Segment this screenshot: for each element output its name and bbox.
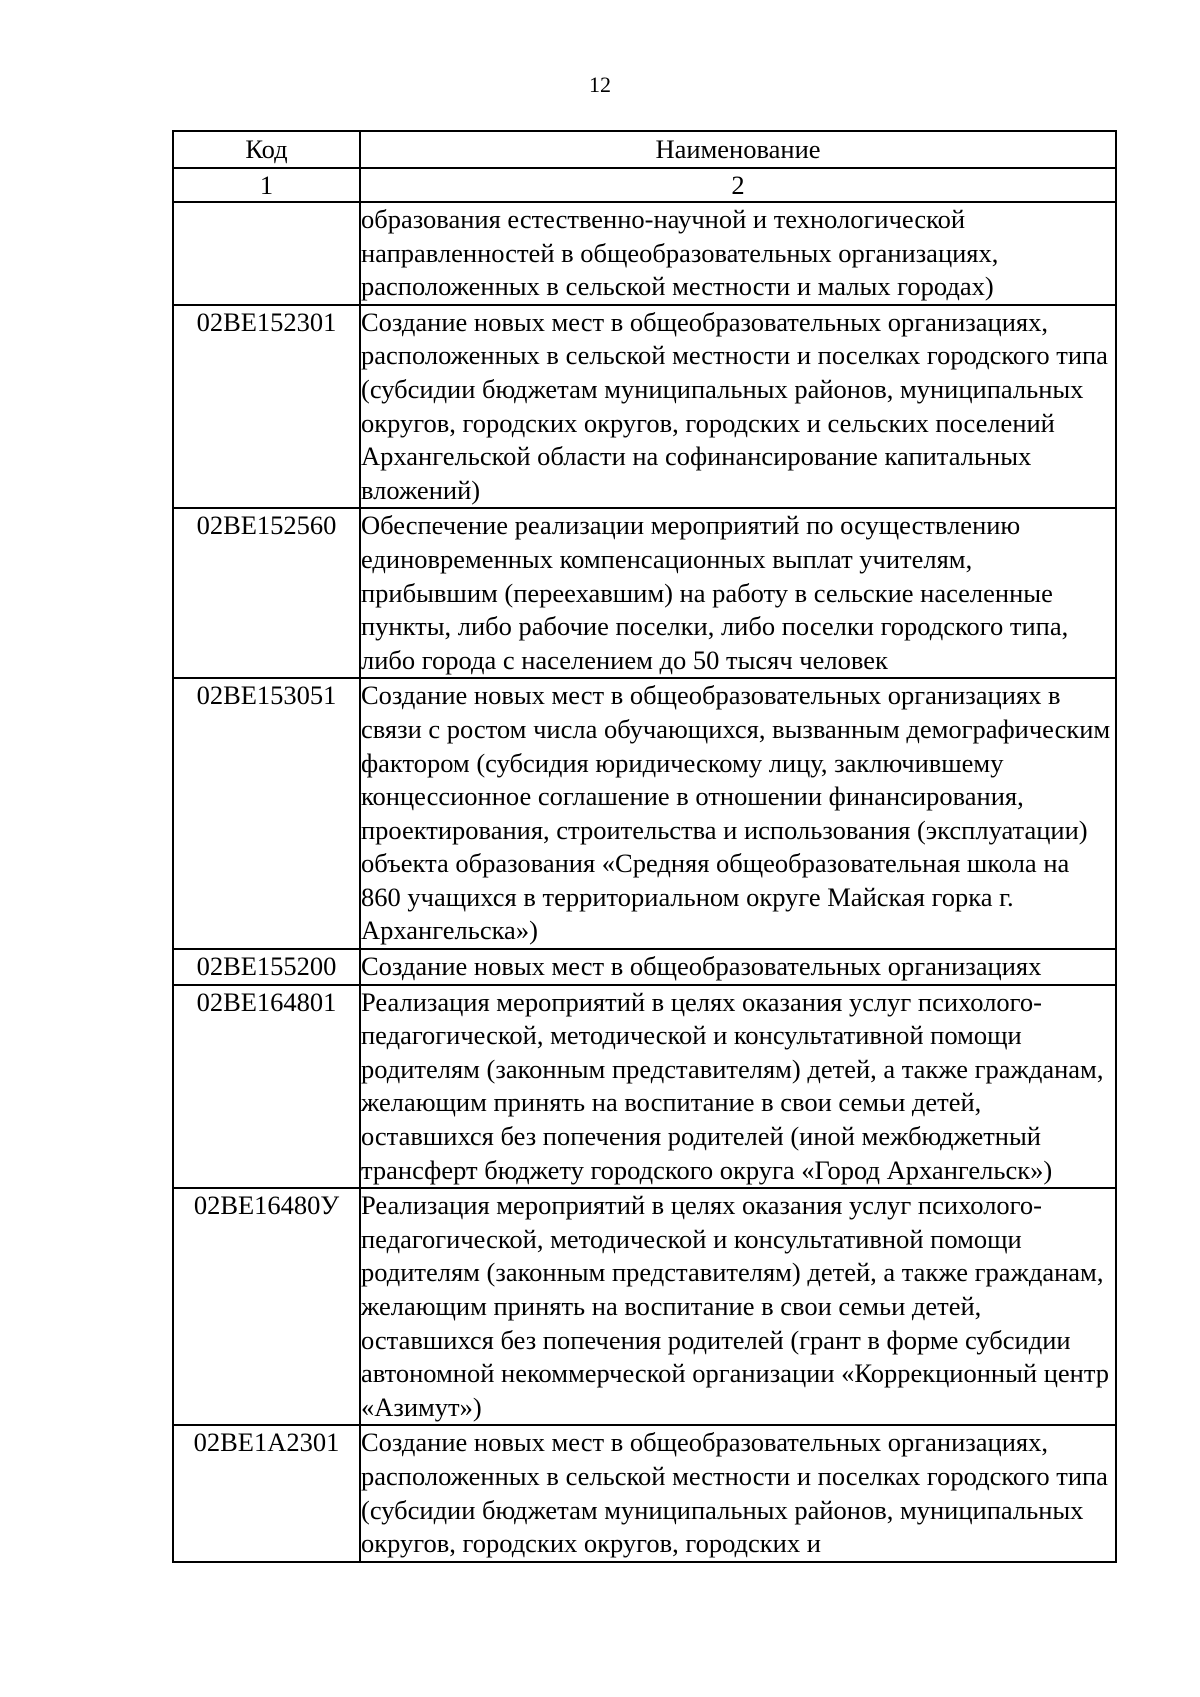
- table-row: [173, 305, 1116, 509]
- code-cell: 02ВЕ155200: [173, 949, 360, 985]
- table-row: [173, 1425, 1116, 1561]
- name-cell: Создание новых мест в общеобразовательных организациях, расположенных в сельской местности и поселках городского типа (субсидии бюджетам муниципальных районов, муниципальных округов, городских округов, городских и сельских поселений Архангельской области на софинансирование капитальных вложений): [360, 305, 1116, 509]
- column-header-name: Наименование: [360, 131, 1116, 168]
- name-cell: Обеспечение реализации мероприятий по осуществлению единовременных компенсационных выплат учителям, прибывшим (переехавшим) на работу в сельские населенные пункты, либо рабочие поселки, либо поселки городского типа, либо города с населением до 50 тысяч человек: [360, 508, 1116, 678]
- table-row: [173, 202, 1116, 305]
- name-cell: Реализация мероприятий в целях оказания услуг психолого-педагогической, методической и консультативной помощи родителям (законным представителям) детей, а также гражданам, желающим принять на воспитание в свои семьи детей, оставшихся без попечения родителей (грант в форме субсидии автономной некоммерческой организации «Коррекционный центр «Азимут»): [360, 1188, 1116, 1425]
- code-cell: 02ВЕ1А2301: [173, 1425, 360, 1561]
- name-cell: Создание новых мест в общеобразовательных организациях: [360, 949, 1116, 985]
- code-cell: [173, 202, 360, 305]
- column-number-code: 1: [173, 168, 360, 202]
- name-cell: образования естественно-научной и технологической направленностей в общеобразовательных организациях, расположенных в сельской местности и малых городах): [360, 202, 1116, 305]
- column-number-row: [173, 168, 1116, 202]
- code-cell: 02ВЕ152560: [173, 508, 360, 678]
- column-number-name: 2: [360, 168, 1116, 202]
- table-row: [173, 1188, 1116, 1425]
- code-cell: 02ВЕ152301: [173, 305, 360, 509]
- code-cell: 02ВЕ16480У: [173, 1188, 360, 1425]
- column-header-code: Код: [173, 131, 360, 168]
- table-row: [173, 985, 1116, 1189]
- page-number: 12: [589, 72, 611, 97]
- name-cell: Реализация мероприятий в целях оказания услуг психолого-педагогической, методической и консультативной помощи родителям (законным представителям) детей, а также гражданам, желающим принять на воспитание в свои семьи детей, оставшихся без попечения родителей (иной межбюджетный трансферт бюджету городского округа «Город Архангельск»): [360, 985, 1116, 1189]
- table-row: [173, 508, 1116, 678]
- name-cell: Создание новых мест в общеобразовательных организациях в связи с ростом числа обучающихся, вызванным демографическим фактором (субсидия юридическому лицу, заключившему концессионное соглашение в отношении финансирования, проектирования, строительства и использования (эксплуатации) объекта образования «Средняя общеобразовательная школа на 860 учащихся в территориальном округе Майская горка г. Архангельска»): [360, 678, 1116, 949]
- name-cell: Создание новых мест в общеобразовательных организациях, расположенных в сельской местности и поселках городского типа (субсидии бюджетам муниципальных районов, муниципальных округов, городских округов, городских и: [360, 1425, 1116, 1561]
- table-header-row: [173, 131, 1116, 168]
- table-row: [173, 949, 1116, 985]
- budget-classification-table: [172, 130, 1117, 1563]
- table-row: [173, 678, 1116, 949]
- code-cell: 02ВЕ164801: [173, 985, 360, 1189]
- code-cell: 02ВЕ153051: [173, 678, 360, 949]
